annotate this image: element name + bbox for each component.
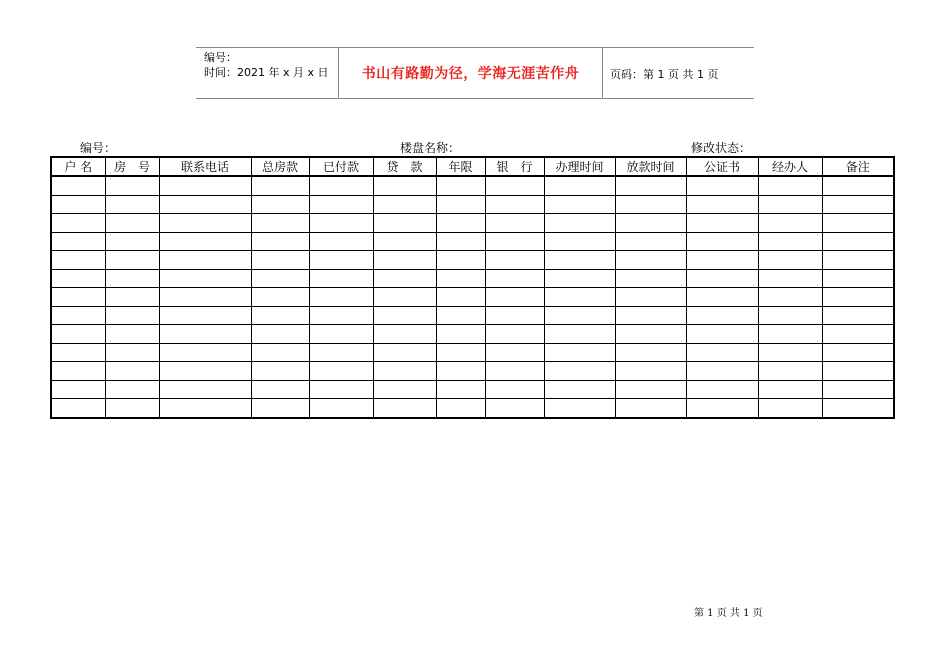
table-cell [686, 195, 758, 214]
table-cell [51, 176, 105, 195]
table-cell [309, 325, 373, 344]
table-cell [51, 306, 105, 325]
footer-page-number: 第 1 页 共 1 页 [694, 608, 763, 619]
table-cell [436, 232, 485, 251]
table-row [51, 306, 894, 325]
table-cell [686, 251, 758, 270]
table-cell [544, 380, 615, 399]
table-cell [251, 214, 309, 233]
column-header-phone: 联系电话 [159, 157, 251, 176]
table-cell [159, 288, 251, 307]
table-cell [758, 343, 822, 362]
header-time-label: 时间：2021 年 x 月 x 日 [204, 66, 329, 79]
table-cell [544, 251, 615, 270]
table-cell [822, 380, 894, 399]
table-cell [544, 362, 615, 381]
table-cell [615, 214, 686, 233]
column-header-bank: 银 行 [485, 157, 544, 176]
table-cell [822, 288, 894, 307]
table-cell [485, 343, 544, 362]
column-header-remarks: 备注 [822, 157, 894, 176]
header-pager: 页码：第 1 页 共 1 页 [610, 68, 719, 81]
table-cell [686, 214, 758, 233]
table-cell [251, 325, 309, 344]
table-cell [51, 232, 105, 251]
table-cell [544, 306, 615, 325]
table-cell [105, 232, 159, 251]
table-cell [105, 343, 159, 362]
table-cell [105, 176, 159, 195]
table-cell [251, 288, 309, 307]
table-cell [485, 195, 544, 214]
table-cell [251, 362, 309, 381]
table-cell [822, 214, 894, 233]
table-cell [436, 288, 485, 307]
table-cell [51, 288, 105, 307]
table-cell [159, 343, 251, 362]
table-cell [436, 343, 485, 362]
table-cell [436, 306, 485, 325]
meta-modify-status-label: 修改状态： [691, 141, 752, 155]
column-header-term: 年限 [436, 157, 485, 176]
table-cell [822, 325, 894, 344]
table-cell [822, 362, 894, 381]
table-cell [822, 251, 894, 270]
table-cell [822, 195, 894, 214]
table-cell [436, 214, 485, 233]
table-cell [822, 269, 894, 288]
table-cell [822, 306, 894, 325]
table-cell [686, 380, 758, 399]
table-cell [373, 214, 436, 233]
table-cell [758, 214, 822, 233]
table-cell [159, 380, 251, 399]
table-cell [373, 325, 436, 344]
table-cell [51, 399, 105, 418]
table-cell [373, 380, 436, 399]
table-cell [159, 195, 251, 214]
table-cell [436, 251, 485, 270]
table-cell [105, 380, 159, 399]
table-cell [758, 269, 822, 288]
table-cell [159, 251, 251, 270]
table-cell [51, 380, 105, 399]
table-cell [159, 325, 251, 344]
table-cell [485, 251, 544, 270]
meta-number-label: 编号： [80, 141, 117, 155]
table-cell [51, 343, 105, 362]
table-cell [309, 288, 373, 307]
table-cell [615, 380, 686, 399]
table-cell [373, 195, 436, 214]
table-cell [615, 325, 686, 344]
table-cell [159, 306, 251, 325]
table-cell [686, 325, 758, 344]
table-cell [485, 214, 544, 233]
table-cell [159, 232, 251, 251]
table-cell [309, 251, 373, 270]
table-cell [544, 214, 615, 233]
table-cell [105, 195, 159, 214]
table-row [51, 362, 894, 381]
table-cell [373, 251, 436, 270]
header-left-cell [204, 50, 329, 80]
table-cell [758, 399, 822, 418]
table-cell [105, 288, 159, 307]
table-cell [758, 325, 822, 344]
table-cell [309, 380, 373, 399]
table-cell [686, 288, 758, 307]
table-cell [485, 176, 544, 195]
table-cell [822, 343, 894, 362]
table-cell [544, 288, 615, 307]
table-cell [309, 232, 373, 251]
table-cell [436, 269, 485, 288]
table-cell [373, 176, 436, 195]
table-cell [251, 195, 309, 214]
table-row [51, 380, 894, 399]
table-cell [105, 362, 159, 381]
table-body [51, 176, 894, 418]
table-cell [159, 362, 251, 381]
table-cell [758, 251, 822, 270]
table-cell [758, 380, 822, 399]
table-cell [686, 176, 758, 195]
table-cell [615, 251, 686, 270]
table-cell [686, 232, 758, 251]
table-cell [373, 362, 436, 381]
table-cell [309, 399, 373, 418]
column-header-disbursement-time: 放款时间 [615, 157, 686, 176]
table-cell [544, 176, 615, 195]
column-header-notarization: 公证书 [686, 157, 758, 176]
table-cell [686, 399, 758, 418]
table-cell [309, 362, 373, 381]
table-cell [436, 325, 485, 344]
table-cell [686, 362, 758, 381]
table-cell [251, 343, 309, 362]
table-cell [615, 288, 686, 307]
table-cell [758, 288, 822, 307]
table-cell [309, 195, 373, 214]
table-cell [758, 195, 822, 214]
table-cell [615, 269, 686, 288]
header-motto: 书山有路勤为径，学海无涯苦作舟 [361, 66, 580, 82]
table-cell [373, 343, 436, 362]
table-cell [615, 306, 686, 325]
table-cell [251, 232, 309, 251]
table-cell [544, 343, 615, 362]
table-cell [309, 214, 373, 233]
column-header-handler: 经办人 [758, 157, 822, 176]
column-header-room-number: 房 号 [105, 157, 159, 176]
table-cell [615, 399, 686, 418]
table-row [51, 325, 894, 344]
column-header-processing-time: 办理时间 [544, 157, 615, 176]
table-cell [373, 399, 436, 418]
table-cell [485, 325, 544, 344]
table-cell [758, 232, 822, 251]
table-cell [615, 195, 686, 214]
table-cell [251, 380, 309, 399]
column-header-paid: 已付款 [309, 157, 373, 176]
table-cell [51, 195, 105, 214]
table-cell [251, 251, 309, 270]
table-cell [309, 306, 373, 325]
table-cell [485, 399, 544, 418]
table-cell [485, 269, 544, 288]
table-cell [105, 306, 159, 325]
table-row [51, 343, 894, 362]
table-cell [51, 269, 105, 288]
table-cell [436, 362, 485, 381]
table-row [51, 195, 894, 214]
table-cell [544, 232, 615, 251]
table-cell [822, 176, 894, 195]
table-row [51, 269, 894, 288]
table-cell [615, 343, 686, 362]
table-row [51, 399, 894, 418]
table-cell [51, 251, 105, 270]
table-cell [251, 176, 309, 195]
table-cell [51, 214, 105, 233]
table-cell [105, 269, 159, 288]
table-cell [436, 380, 485, 399]
table-cell [436, 176, 485, 195]
header-divider-right [602, 48, 603, 98]
table-header-row [51, 157, 894, 176]
header-number-label: 编号： [204, 51, 237, 64]
table-cell [758, 306, 822, 325]
table-cell [485, 288, 544, 307]
table-cell [436, 195, 485, 214]
table-cell [51, 362, 105, 381]
table-cell [309, 343, 373, 362]
loan-record-table [50, 156, 895, 419]
table-row [51, 232, 894, 251]
table-cell [544, 325, 615, 344]
table-cell [485, 232, 544, 251]
table-cell [758, 362, 822, 381]
table-cell [251, 306, 309, 325]
table-cell [159, 399, 251, 418]
table-cell [436, 399, 485, 418]
table-row [51, 251, 894, 270]
table-row [51, 176, 894, 195]
table-cell [251, 269, 309, 288]
table-cell [251, 399, 309, 418]
column-header-loan: 贷 款 [373, 157, 436, 176]
table-cell [544, 195, 615, 214]
table-cell [105, 399, 159, 418]
table-cell [159, 214, 251, 233]
table-cell [309, 176, 373, 195]
table-cell [615, 362, 686, 381]
table-cell [373, 269, 436, 288]
meta-property-name-label: 楼盘名称： [400, 141, 461, 155]
table-cell [686, 269, 758, 288]
table-cell [373, 306, 436, 325]
table-cell [686, 343, 758, 362]
document-header [196, 47, 754, 99]
table-cell [105, 251, 159, 270]
column-header-account-name: 户 名 [51, 157, 105, 176]
table-cell [615, 232, 686, 251]
table-cell [686, 306, 758, 325]
table-cell [105, 325, 159, 344]
table-cell [544, 269, 615, 288]
table-cell [615, 176, 686, 195]
table-cell [485, 306, 544, 325]
table-cell [373, 232, 436, 251]
table-cell [485, 362, 544, 381]
table-cell [105, 214, 159, 233]
table-cell [159, 269, 251, 288]
table-row [51, 288, 894, 307]
table-cell [309, 269, 373, 288]
table-cell [822, 399, 894, 418]
table-row [51, 214, 894, 233]
table-cell [51, 325, 105, 344]
table-cell [159, 176, 251, 195]
table-cell [485, 380, 544, 399]
column-header-total-price: 总房款 [251, 157, 309, 176]
table-cell [758, 176, 822, 195]
table-cell [544, 399, 615, 418]
table-cell [373, 288, 436, 307]
table-cell [822, 232, 894, 251]
